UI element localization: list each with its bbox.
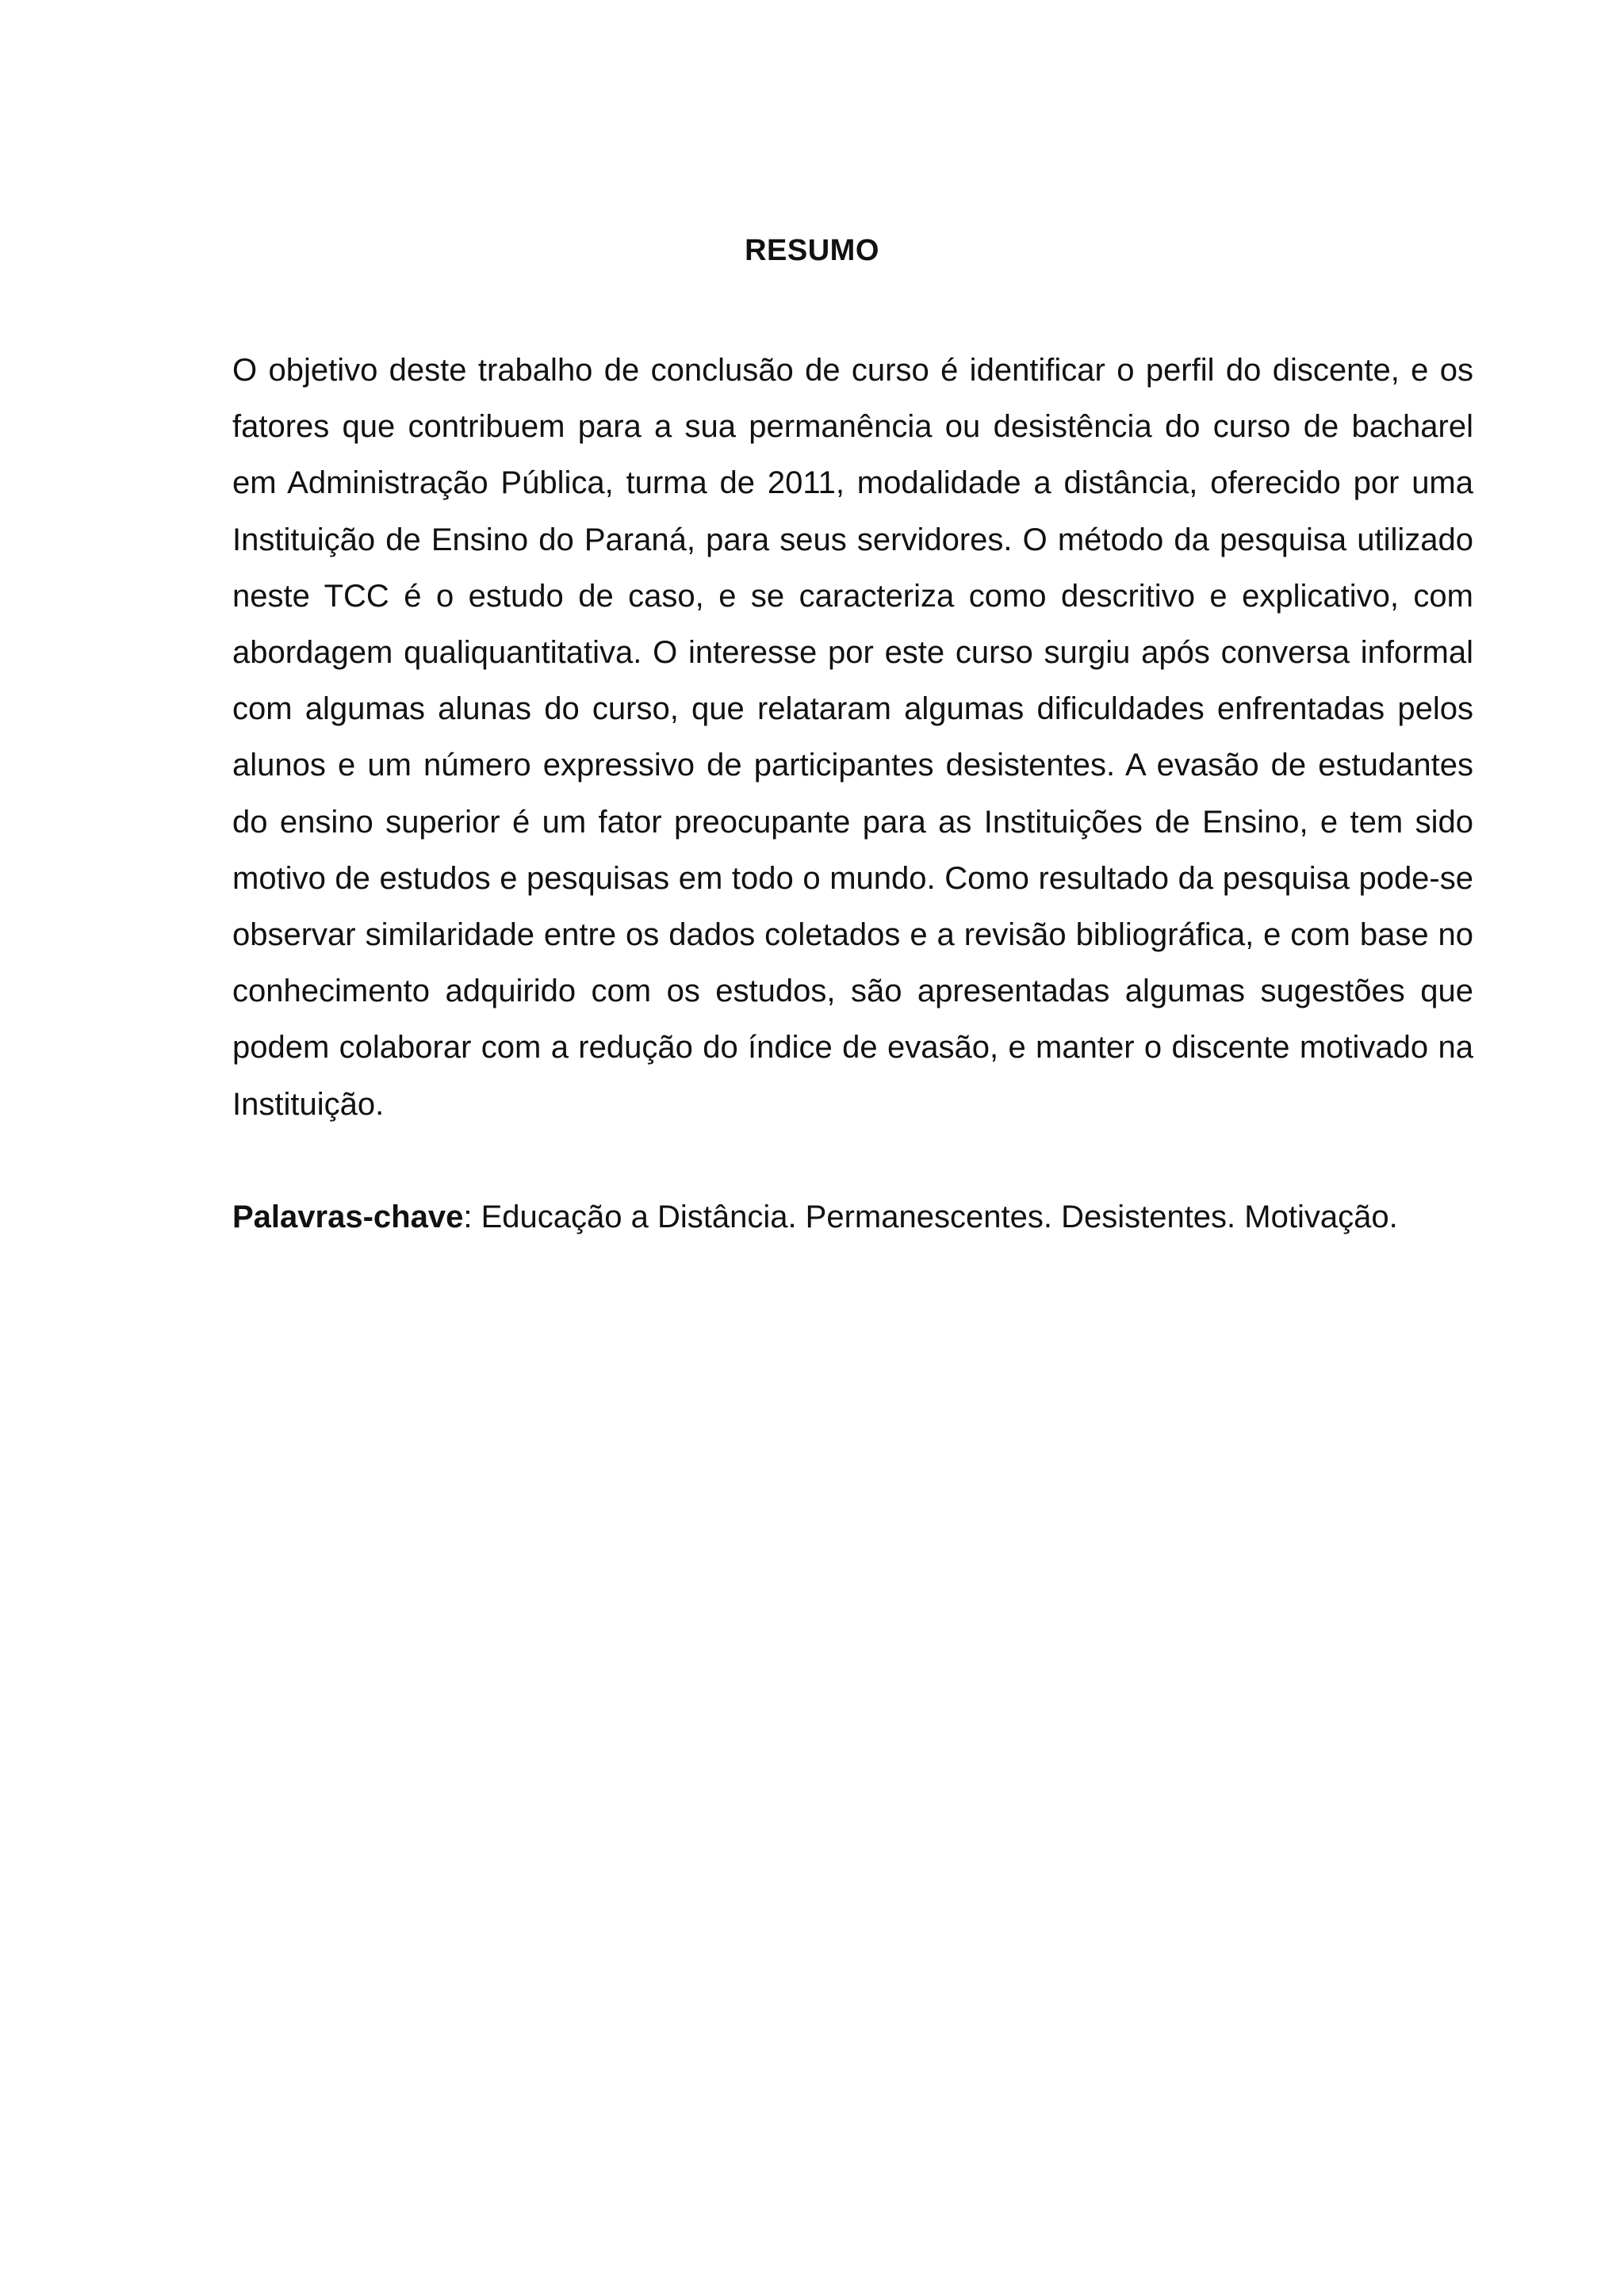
abstract-paragraph: O objetivo deste trabalho de conclusão de curso é identificar o perfil do discente, e os fatores que contribuem para a sua permanência ou desistência do curso de bacharel em Administração Pública, turma de 2011, modalidade a distância, oferecido por uma Instituição de Ensino do Paraná, para seus servidores. O método da pesquisa utilizado neste TCC é o estudo de caso, e se caracteriza como descritivo e explicativo, com abordagem qualiquantitativa. O interesse por este curso surgiu após conversa informal com algumas alunas do curso, que relataram algumas dificuldades enfrentadas pelos alunos e um número expressivo de participantes desistentes. A evasão de estudantes do ensino superior é um fator preocupante para as Instituições de Ensino, e tem sido motivo de estudos e pesquisas em todo o mundo. Como resultado da pesquisa pode-se observar similaridade entre os dados coletados e a revisão bibliográfica, e com base no conhecimento adquirido com os estudos, são apresentadas algumas sugestões que podem colaborar com a redução do índice de evasão, e manter o discente motivado na Instituição.	[232, 353, 1473, 1122]
keywords-line	[232, 1189, 1473, 1246]
section-title: RESUMO	[745, 234, 879, 267]
keywords-separator: :	[463, 1200, 481, 1234]
keywords-label: Palavras-chave	[232, 1200, 464, 1234]
keywords-list: Educação a Distância. Permanescentes. Desistentes. Motivação.	[481, 1200, 1398, 1234]
